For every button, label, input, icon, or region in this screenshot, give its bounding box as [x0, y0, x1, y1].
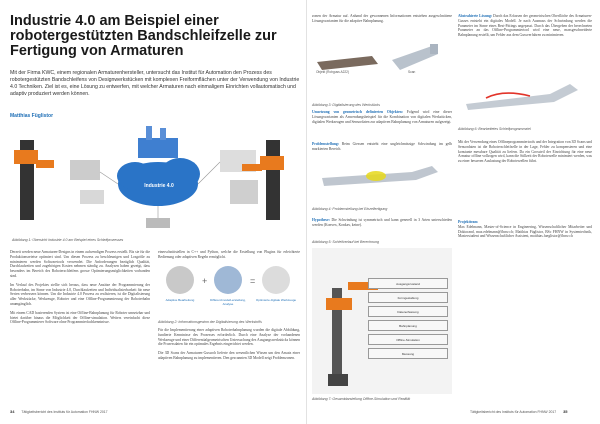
- robot-arm-shape: [260, 156, 284, 170]
- part-scan-shape: [262, 266, 290, 294]
- author-name: Matthias Füglistor: [10, 113, 54, 119]
- figure-6: [458, 68, 592, 120]
- paragraph: Die 3D Scans der Armaturen-Gussroh lieferte den wesentlichen Wissen um den Ansatz einer adaptiven Bahnplanung zu implementieren. Den gescannten 3D Modell zeigt Problemzonen.: [158, 351, 300, 360]
- figure-7-caption: Abbildung 7: Gesamtdarstellung Offline-Simulation und Realität: [312, 397, 411, 401]
- fig2-label-3: Optimierte digitale Werkzeuge: [255, 298, 297, 302]
- body-column-c-top: zonen der Armatur auf. Anhand der gewonnenen Informationen entstehen ausgeschnittene Lösungsvarianten für die adaptive Bahnplanung.: [312, 14, 452, 23]
- figure-4: [312, 158, 452, 192]
- footer-left: [10, 409, 108, 414]
- paragraph: Mit einem CAD basierenden System ist eine Offline-Bahnplanung für Roboter umsetzbar und bietet darüber hinaus die Möglichkeit der Offline-simulation. Weiters vereinfacht diese Offline-Programmierer Software ohne Programmierfachkenntnisse.: [10, 310, 150, 325]
- article-title: Industrie 4.0 am Beispiel einer robotergestützten Bandschleifzelle zur Fertigung von Armaturen: [10, 13, 277, 59]
- fig2-label-2: Differenzmodell-erstellung, Analyse: [210, 298, 246, 306]
- svg-text:=: =: [250, 276, 256, 286]
- svg-text:+: +: [202, 276, 208, 286]
- figure-2: [158, 254, 300, 314]
- page-number-right: 35: [563, 409, 568, 414]
- figure-4-caption: Abbildung 4: Problemstellung bei Einzelfertigung: [312, 207, 388, 211]
- cloud-label: Industrie 4.0: [144, 183, 174, 189]
- paragraph: Derzeit werden neue Armaturen-Designs in einem aufwendigen Prozess erstellt. Bis sie für die Produktionsreieise optimiert sind. Um diesen Prozess zu beschleunigen und Losgröße zu minimieren werden Softwaretools verwendet. Die Anforderungen bezüglich Qualität, Durchlaufzeiten und zugehörigen Kosten nehmen ständig zu. Analysen haben gezeigt, dass besonders im Bereich des Roboterschleifens grosse Optimierungsmöglichkeiten vorhanden sind.: [10, 250, 150, 278]
- device-shape: [80, 190, 104, 204]
- footer-text-left: Tätigkeitsbericht des Instituts für Automation FHNW 2017: [21, 410, 108, 414]
- body-column-a: [10, 250, 150, 325]
- fig2-label-1: Adaptive Bearbeitung: [165, 298, 195, 302]
- paragraph: Für die Implementierung einer adaptiven Roboterbahnplanung wurden die digitale Abbildung, fundierte Kenntnisse des Prozesses erforderlich. Durch eine Analyse der vorhandenen Werkzeuge und einer Differentialgeometrischen Untersuchung des Ausgangswerkstücks können die Prozessdaten für ein optimales Ergebnis eingerichtet werden.: [158, 328, 300, 347]
- page-number-left: 34: [10, 409, 15, 414]
- figure-1-caption: Abbildung 1: Übersicht Industrie 4.0 am Beispiel eines Schleifprozesses: [12, 238, 124, 242]
- fig3-label-object: Objekt (Rohguss A222): [316, 70, 349, 74]
- figure-5-caption: Abbildung 5: Schleifverlauf bei Berechnung: [312, 240, 379, 244]
- diagram-box: Bahnplanung: [368, 320, 448, 331]
- body-column-c-mid: [312, 110, 452, 124]
- device-shape: [70, 160, 100, 180]
- factory-shape: [138, 138, 178, 158]
- paragraph: Folgend wird eine dieser Lösungsvarianten als Anwendungsbeispiel für die Kombination von digitalen Werkstücken, digitalen Werkzeugen und Sensordaten zur adaptiven Bahnplanung von Armaturen aufgezeigt.: [312, 110, 452, 124]
- article-lead: Mit der Firma KWC, einem regionalen Armaturenhersteller, untersucht das Institut für Automation den Prozess des robotergestützten Bandschleifens von Designwerkstücken mit komplexen Freiformflächen unter der Verwendung von Industrie 4.0 Techniken. Ziel ist es, eine Lösung zu entwerfen, mit welcher Armaturen nach einmaligem Einrichten vollautomatisch und adaptiv produziert werden können.: [10, 70, 300, 97]
- device-shape: [146, 218, 170, 228]
- part-scan-shape: [214, 266, 242, 294]
- process-diagram: [368, 278, 448, 359]
- figure-1: [10, 120, 300, 232]
- body-column-d2: Mit der Verwendung eines Offlineprogrammiertools und der Integration von 3D Scans und Sensordaten ist die Roboterschleifzelle in der Lage, Fehler zu kompensieren und eine konstante messbare Qualität zu liefern. Da ein Grossteil der Einrichtung für eine neue Armatur offline vollzogen wird, kann die Stillzeit der Roboterzelle minimiert werden, was zu einer besseren Auslastung der Roboterzellen führt.: [458, 140, 592, 164]
- footer-right: [470, 409, 568, 414]
- rough-casting-shape: [317, 56, 378, 70]
- paragraph: Durch das Erfassen der geometrischen Oberfläche des Armaturen-Gusses entsteht ein digitales Modell. Je nach Ausmass der Schwindung werden die Parameter im Sinne eines Best-Fittings angepasst. Durch das Übergeben der berechneten Parameter an das Offline-Programmiertool wird eine neue, massgeschneiderte Bahnplanung erstellt, um Fehler aus dem Gussverfahren zu minimieren.: [458, 14, 593, 38]
- figure-2-caption: Abbildung 2: Informationsgewinn der Digitalisierung des Werkstoffs: [158, 320, 262, 324]
- body-column-b: [158, 250, 300, 260]
- section-heading: Umsetzung von geometrisch definierten Objekten:: [312, 110, 403, 114]
- body-column-d: [458, 14, 592, 38]
- robot-arm-shape: [242, 164, 262, 171]
- diagram-box: Formgestaltung: [368, 292, 448, 303]
- diagram-box: Datenerfassung: [368, 306, 448, 317]
- figure-3: [312, 40, 452, 90]
- factory-shape: [160, 128, 166, 140]
- diagram-box: Ausgangszustand: [368, 278, 448, 289]
- robot-arm-shape: [266, 140, 280, 220]
- paragraph: Im Verlauf des Projektes stellte sich heraus, dass neue Ansätze der Programmierung der Roboterbahn, im Sinne von Industrie 4.0, Durchlaufzeiten und Individualisierbarkeit für neue Serien verbessern können. Um die Industrie 4.0 Prozess zu realisieren, ist die Digitalisierung aller Werkstücke, Werkzeuge, Roboter und eine Offline-Programmierung der Roboterbahn unumgänglich.: [10, 282, 150, 306]
- robot-arm-shape: [36, 160, 54, 168]
- body-column-c-problem: [312, 142, 452, 152]
- section-heading: Hypothese:: [312, 218, 330, 222]
- body-column-d3: [458, 220, 592, 239]
- paragraph: Max Edelmann, Master-of-Science in Engineering, Wissenschaftlicher Mitarbeiter und Doktorand, max.edelmann@fhnw.ch; Matthias Füglistor, BSc FHNW in Systemtechnik, Masterstudent und Wissenschaftlicher Assistent, matthias.fueglistor@fhnw.ch: [458, 224, 592, 239]
- body-column-c-hypothesis: [312, 218, 452, 228]
- page-gutter: [306, 0, 307, 424]
- robot-arm-shape: [14, 150, 38, 164]
- factory-shape: [146, 126, 152, 140]
- figure-6-caption: Abbildung 6: Bearbeitetes Schleifprogrammziel: [458, 127, 531, 131]
- paragraph: Die Schwindung ist symmetrisch und kann generell in 3 Arten unterschieden werden (Konvex, Konkav, keine).: [312, 218, 453, 227]
- body-column-b2: [158, 328, 300, 361]
- section-heading: Problemstellung:: [312, 142, 339, 146]
- figure-7: [312, 248, 452, 394]
- paragraph: Beim Giessen entsteht eine ungleichmässige Schwindung im gelb markierten Bereich.: [312, 142, 453, 151]
- faucet-shape: [466, 84, 578, 110]
- fig3-label-scan: Scan: [408, 70, 416, 74]
- shrinkage-highlight: [366, 171, 386, 181]
- device-shape: [230, 180, 258, 204]
- section-heading: Abstrahierte Lösung:: [458, 14, 493, 18]
- part-scan-shape: [166, 266, 194, 294]
- diagram-box: Messung: [368, 348, 448, 359]
- footer-text-right: Tätigkeitsbericht des Instituts für Automation FHNW 2017: [470, 410, 557, 414]
- industrie-overview-illustration: [10, 120, 300, 232]
- diagram-box: Offline-Simulation: [368, 334, 448, 345]
- robot-arm-shape: [326, 298, 352, 310]
- paragraph: einerschnittstellen in C++ und Python, welche die Erstellung von Plugins für erleichterte Bedienung oder adaptiven Regeln ermöglicht.: [158, 250, 300, 259]
- figure-3-caption: Abbildung 3: Digitalisierung des Werkstücks: [312, 103, 381, 107]
- section-heading: Projektteam: [458, 220, 478, 224]
